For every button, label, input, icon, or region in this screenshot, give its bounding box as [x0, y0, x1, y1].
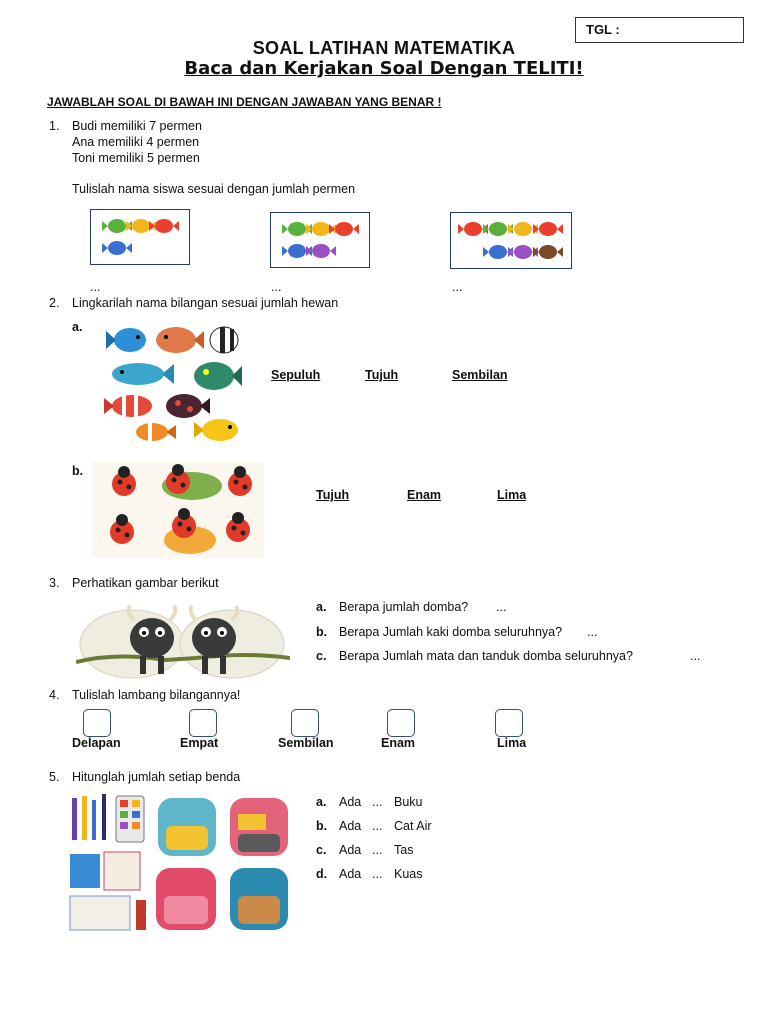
fish-icon [102, 320, 247, 448]
q5c-blank[interactable]: ... [372, 843, 383, 857]
q2b-label: b. [72, 464, 84, 478]
q1-blank-3[interactable]: ... [452, 280, 463, 294]
pencil-icon [72, 794, 106, 840]
q5c-label: c. [316, 843, 327, 857]
q5c-object: Tas [394, 843, 414, 857]
q2a-option-tujuh[interactable]: Tujuh [365, 368, 399, 382]
q3a-label: a. [316, 600, 327, 614]
q5b-object: Cat Air [394, 819, 432, 833]
sheep-image [76, 598, 290, 684]
fish-image [102, 320, 247, 448]
q5b-blank[interactable]: ... [372, 819, 383, 833]
q2b-option-tujuh[interactable]: Tujuh [316, 488, 350, 502]
q4-number: 4. [49, 688, 60, 702]
q1-prompt: Tulislah nama siswa sesuai dengan jumlah permen [72, 182, 356, 196]
q5c-ada: Ada [339, 843, 362, 857]
q1-line-budi: Budi memiliki 7 permen [72, 119, 202, 133]
q1-line-ana: Ana memiliki 4 permen [72, 135, 200, 149]
instruction: JAWABLAH SOAL DI BAWAH INI DENGAN JAWABAN YANG BENAR ! [47, 95, 442, 109]
q5a-label: a. [316, 795, 327, 809]
q3-number: 3. [49, 576, 60, 590]
answer-box-delapan[interactable] [83, 709, 111, 737]
q5-prompt: Hitunglah jumlah setiap benda [72, 770, 241, 784]
q2a-label: a. [72, 320, 83, 334]
candy-icon [451, 213, 571, 268]
q4-word-enam: Enam [381, 736, 416, 750]
paint-icon [116, 796, 144, 842]
q2b-option-lima[interactable]: Lima [497, 488, 527, 502]
page-subtitle: Baca dan Kerjakan Soal Dengan TELITI! [184, 58, 584, 79]
q3c-label: c. [316, 649, 327, 663]
q3b-text: Berapa Jumlah kaki domba seluruhnya? [339, 625, 563, 639]
q3a-text: Berapa jumlah domba? [339, 600, 469, 614]
answer-box-empat[interactable] [189, 709, 217, 737]
candy-box-3 [450, 212, 572, 269]
q4-word-delapan: Delapan [72, 736, 121, 750]
q4-word-sembilan: Sembilan [278, 736, 334, 750]
q5d-label: d. [316, 867, 328, 881]
q4-word-empat: Empat [180, 736, 219, 750]
q5a-ada: Ada [339, 795, 362, 809]
candy-box-1 [90, 209, 190, 265]
q5-number: 5. [49, 770, 60, 784]
q5d-ada: Ada [339, 867, 362, 881]
q2a-option-sembilan[interactable]: Sembilan [452, 368, 508, 382]
q3a-blank[interactable]: ... [496, 600, 507, 614]
ladybug-icon [92, 462, 264, 558]
q3c-text: Berapa Jumlah mata dan tanduk domba seluruhnya? [339, 649, 633, 663]
date-label: TGL : [586, 22, 620, 37]
page-title: SOAL LATIHAN MATEMATIKA [252, 38, 516, 58]
candy-icon [271, 213, 369, 267]
ladybug-image [92, 462, 264, 558]
q3b-blank[interactable]: ... [587, 625, 598, 639]
q2-number: 2. [49, 296, 60, 310]
q3-prompt: Perhatikan gambar berikut [72, 576, 219, 590]
q4-word-lima: Lima [497, 736, 527, 750]
q2-prompt: Lingkarilah nama bilangan sesuai jumlah hewan [72, 296, 339, 310]
answer-box-sembilan[interactable] [291, 709, 319, 737]
candy-icon [91, 210, 189, 264]
q1-blank-1[interactable]: ... [90, 280, 101, 294]
q5b-ada: Ada [339, 819, 362, 833]
q5d-object: Kuas [394, 867, 423, 881]
q4-prompt: Tulislah lambang bilangannya! [72, 688, 241, 702]
answer-box-enam[interactable] [387, 709, 415, 737]
book-icon [70, 852, 146, 930]
school-supplies-image [68, 792, 292, 934]
q5a-blank[interactable]: ... [372, 795, 383, 809]
q1-number: 1. [49, 119, 60, 133]
q1-blank-2[interactable]: ... [271, 280, 282, 294]
q5b-label: b. [316, 819, 328, 833]
q2a-option-sepuluh[interactable]: Sepuluh [271, 368, 321, 382]
answer-box-lima[interactable] [495, 709, 523, 737]
q1-line-toni: Toni memiliki 5 permen [72, 151, 200, 165]
q3c-blank[interactable]: ... [690, 649, 701, 663]
sheep-icon [76, 598, 290, 684]
q5d-blank[interactable]: ... [372, 867, 383, 881]
q2b-option-enam[interactable]: Enam [407, 488, 442, 502]
q5a-object: Buku [394, 795, 423, 809]
candy-box-2 [270, 212, 370, 268]
backpack-icon [68, 792, 292, 934]
q3b-label: b. [316, 625, 328, 639]
